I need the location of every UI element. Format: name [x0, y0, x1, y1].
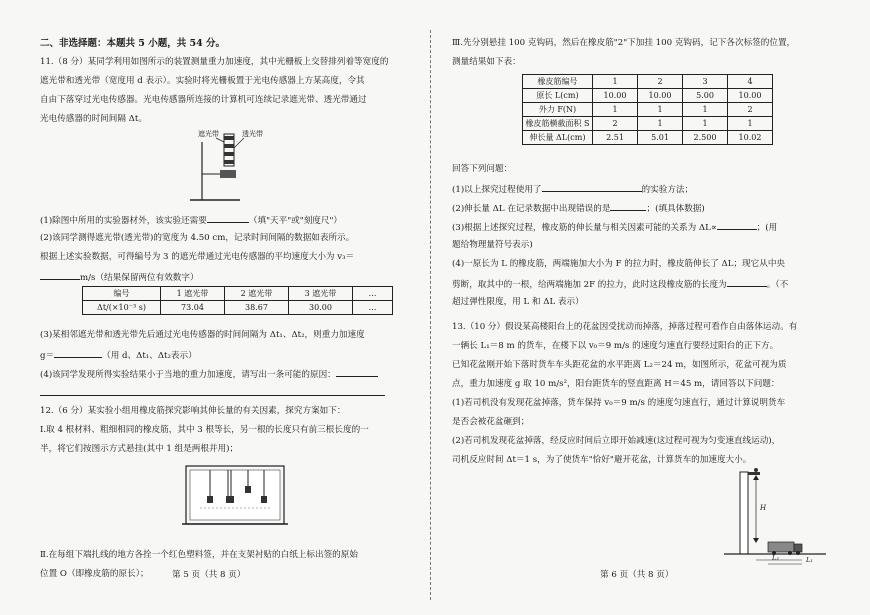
answer-blank[interactable] — [610, 202, 646, 211]
td-value-1: 73.04 — [161, 301, 225, 315]
q12-step1-1: Ⅰ.取 4 根材料、粗细相同的橡皮筋，其中 3 根等长，另一根的长度只有前三根长度的一 — [40, 425, 369, 435]
cell-r1-c4: 10.00 — [728, 89, 773, 103]
cell-r0-c2: 2 — [638, 75, 683, 89]
q12-r4-3: 超过弹性限度，用 L 和 ΔL 表示） — [452, 297, 584, 307]
q11-sub3-g: g＝ — [40, 351, 55, 361]
q11-text-3: 自由下落穿过光电传感器。光电传感器所连接的计算机可连续记录遮光带、透光带通过 — [40, 95, 367, 105]
q13-line-8: 司机反应时间 Δt＝1 s，为了使货车"恰好"避开花盆，计算货车的加速度大小。 — [452, 455, 752, 465]
cell-r0-c3: 3 — [683, 75, 728, 89]
q13-line-4: 点，重力加速度 g 取 10 m/s²，阳台距货车的竖直距离 H＝45 m，请回答以下问题： — [452, 379, 780, 389]
q11-sub4-text: (4)该同学发现所得实验结果小于当地的重力加速度，请写出一条可能的原因： — [40, 370, 336, 380]
q12-step2-2: 位置 O（即橡皮筋的原长）； — [40, 569, 149, 579]
answer-blank[interactable] — [54, 349, 102, 358]
q12-r2 — [452, 202, 705, 215]
cell-r3-c2: 1 — [638, 117, 683, 131]
q13-line-7: (2)若司机发现花盆掉落，经反应时间后立即开始减速(这过程可视为匀变速直线运动)， — [452, 436, 781, 446]
cell-r0-c4: 4 — [728, 75, 773, 89]
q11-sub1-text: (1)除图中所用的实验器材外，该实验还需要 — [40, 216, 207, 226]
td-value-2: 38.67 — [225, 301, 289, 315]
q11-sub1-hint: （填"天平"或"刻度尺"） — [248, 216, 343, 226]
q12-r3-1 — [452, 221, 777, 234]
cell-r2-c0: 外力 F(N) — [523, 103, 593, 117]
td-ellipsis: … — [353, 301, 393, 315]
answer-blank[interactable] — [717, 221, 757, 230]
cell-r2-c4: 2 — [728, 103, 773, 117]
cell-r4-c1: 2.51 — [593, 131, 638, 145]
q11-sub2-1: (2)该同学测得遮光带(透光带)的宽度为 4.50 cm，记录时间间隔的数据如表所示。 — [40, 233, 355, 243]
cell-r0-c1: 1 — [593, 75, 638, 89]
q12-r1-text: (1)以上探究过程使用了 — [452, 185, 542, 195]
q11-sub1 — [40, 214, 342, 227]
cell-r4-c0: 伸长量 ΔL(cm) — [523, 131, 593, 145]
grating-apparatus-figure — [180, 130, 290, 210]
q11-text-1: 11.（8 分）某同学利用如图所示的装置测量重力加速度，其中光栅板上交替排列着等宽度的 — [40, 57, 389, 67]
answer-blank[interactable] — [40, 387, 385, 396]
answer-blank[interactable] — [207, 214, 249, 223]
cell-r1-c3: 5.00 — [683, 89, 728, 103]
rubber-band-frame-figure — [180, 462, 290, 530]
q13-line-1: 13.（10 分）假设某高楼阳台上的花盆因受扰动而掉落，掉落过程可看作自由落体运动。有 — [452, 322, 798, 332]
q13-line-2: 一辆长 L₁＝8 m 的货车，在楼下以 v₀＝9 m/s 的速度匀速直行要经过阳台的正下方。 — [452, 341, 779, 351]
q12-r4-text: 剪断，取其中的一根，给两端施加 2F 的拉力，此时这段橡皮筋的长度为 — [452, 280, 727, 290]
cell-r2-c1: 1 — [593, 103, 638, 117]
q12-intro: 12.（6 分）某实验小组用橡皮筋探究影响其伸长量的有关因素，探究方案如下： — [40, 406, 346, 416]
cell-r3-c3: 1 — [683, 117, 728, 131]
label-clear-band: 透光带 — [242, 130, 263, 138]
q12-r2-suffix: ；(填具体数据) — [646, 204, 705, 214]
q13-line-3: 已知花盆刚开始下落时货车车头距花盆的水平距离 L₂＝24 m，如图所示，花盆可视为质 — [452, 360, 787, 370]
q12-step3-2: 测量结果如下表： — [452, 57, 521, 67]
cell-r1-c1: 10.00 — [593, 89, 638, 103]
cell-r4-c4: 10.02 — [728, 131, 773, 145]
q11-sub4-answer-line[interactable] — [40, 387, 385, 400]
q12-r1 — [452, 183, 693, 196]
q12-step3-1: Ⅲ.先分别悬挂 100 克钩码，然后在橡皮筋"2"下加挂 100 克钩码，记下各次标签的位置， — [452, 38, 796, 48]
cell-r2-c2: 1 — [638, 103, 683, 117]
q11-sub2-unit: m/s（结果保留两位有效数字） — [80, 273, 199, 283]
q12-step2-1: Ⅱ.在每组下端扎线的地方各拴一个红色塑料签，并在支架衬贴的白纸上标出签的原始 — [40, 550, 358, 560]
label-opaque-band: 遮光带 — [198, 130, 219, 138]
page-fold-divider — [430, 30, 431, 600]
th-band-3: 3 遮光带 — [289, 287, 353, 301]
td-label: Δt/(×10⁻³ s) — [83, 301, 161, 315]
answer-blank[interactable] — [336, 368, 378, 377]
label-L2: L₂ — [772, 554, 779, 562]
q12-r3-text: (3)根据上述探究过程，橡皮筋的伸长量与相关因素可能的关系为 ΔL∝ — [452, 223, 717, 233]
q12-r4-2 — [452, 278, 788, 291]
answer-blank[interactable] — [40, 271, 80, 280]
rubber-band-data-table — [522, 74, 773, 145]
q11-sub4 — [40, 368, 378, 381]
cell-r1-c2: 10.00 — [638, 89, 683, 103]
cell-r2-c3: 1 — [683, 103, 728, 117]
th-number: 编号 — [83, 287, 161, 301]
q11-text-2: 遮光带和透光带（宽度用 d 表示）。实验时将光栅板置于光电传感器上方某高度，令其 — [40, 76, 365, 86]
time-interval-table — [82, 286, 393, 315]
q12-r3-2: 题给物理量符号表示) — [452, 240, 533, 250]
label-height-H: H — [760, 504, 767, 512]
section-title: 二、非选择题：本题共 5 小题，共 54 分。 — [40, 38, 226, 49]
q11-sub3-hint: （用 d、Δt₁、Δt₂表示） — [102, 351, 197, 361]
building-truck-figure — [720, 466, 830, 566]
page-number-right: 第 6 页（共 8 页） — [600, 570, 674, 580]
th-ellipsis: … — [353, 287, 393, 301]
q11-sub2-3 — [40, 271, 199, 284]
q12-r2-text: (2)伸长量 ΔL 在记录数据中出现错误的是 — [452, 204, 611, 214]
q11-sub3-2 — [40, 349, 197, 362]
answer-blank[interactable] — [542, 183, 642, 192]
q12-r4-1: (4)一原长为 L 的橡皮筋，两端施加大小为 F 的拉力时，橡皮筋伸长了 ΔL；现它从中央 — [452, 259, 786, 269]
q13-line-6: 是否会被花盆砸到； — [452, 417, 530, 427]
td-value-3: 30.00 — [289, 301, 353, 315]
q12-step1-2: 半，将它们按图示方式悬挂(其中 1 组是两根并用)； — [40, 444, 239, 454]
q12-r3-suffix: ；(用 — [756, 223, 778, 233]
answer-prompt: 回答下列问题： — [452, 164, 513, 174]
q13-line-5: (1)若司机没有发现花盆掉落，货车保持 v₀＝9 m/s 的速度匀速直行，通过计算说明货车 — [452, 398, 786, 408]
th-band-1: 1 遮光带 — [161, 287, 225, 301]
cell-r1-c0: 原长 L(cm) — [523, 89, 593, 103]
q11-sub2-2: 根据上述实验数据，可得编号为 3 的遮光带通过光电传感器的平均速度大小为 v₃＝ — [40, 252, 355, 262]
page-number-left: 第 5 页（共 8 页） — [172, 570, 246, 580]
cell-r4-c3: 2.500 — [683, 131, 728, 145]
cell-r4-c2: 5.01 — [638, 131, 683, 145]
answer-blank[interactable] — [727, 278, 767, 287]
cell-r0-c0: 橡皮筋编号 — [523, 75, 593, 89]
q12-r4-suffix: 。（不 — [766, 280, 789, 290]
q11-sub3-1: (3)某相邻遮光带和透光带先后通过光电传感器的时间间隔为 Δt₁、Δt₂，则重力加速度 — [40, 330, 365, 340]
q11-text-4: 光电传感器的时间间隔 Δt。 — [40, 114, 147, 124]
cell-r3-c1: 2 — [593, 117, 638, 131]
cell-r3-c4: 1 — [728, 117, 773, 131]
q12-r1-suffix: 的实验方法； — [641, 185, 694, 195]
cell-r3-c0: 橡皮筋横截面积 S — [523, 117, 593, 131]
th-band-2: 2 遮光带 — [225, 287, 289, 301]
label-L1: L₁ — [806, 556, 813, 564]
